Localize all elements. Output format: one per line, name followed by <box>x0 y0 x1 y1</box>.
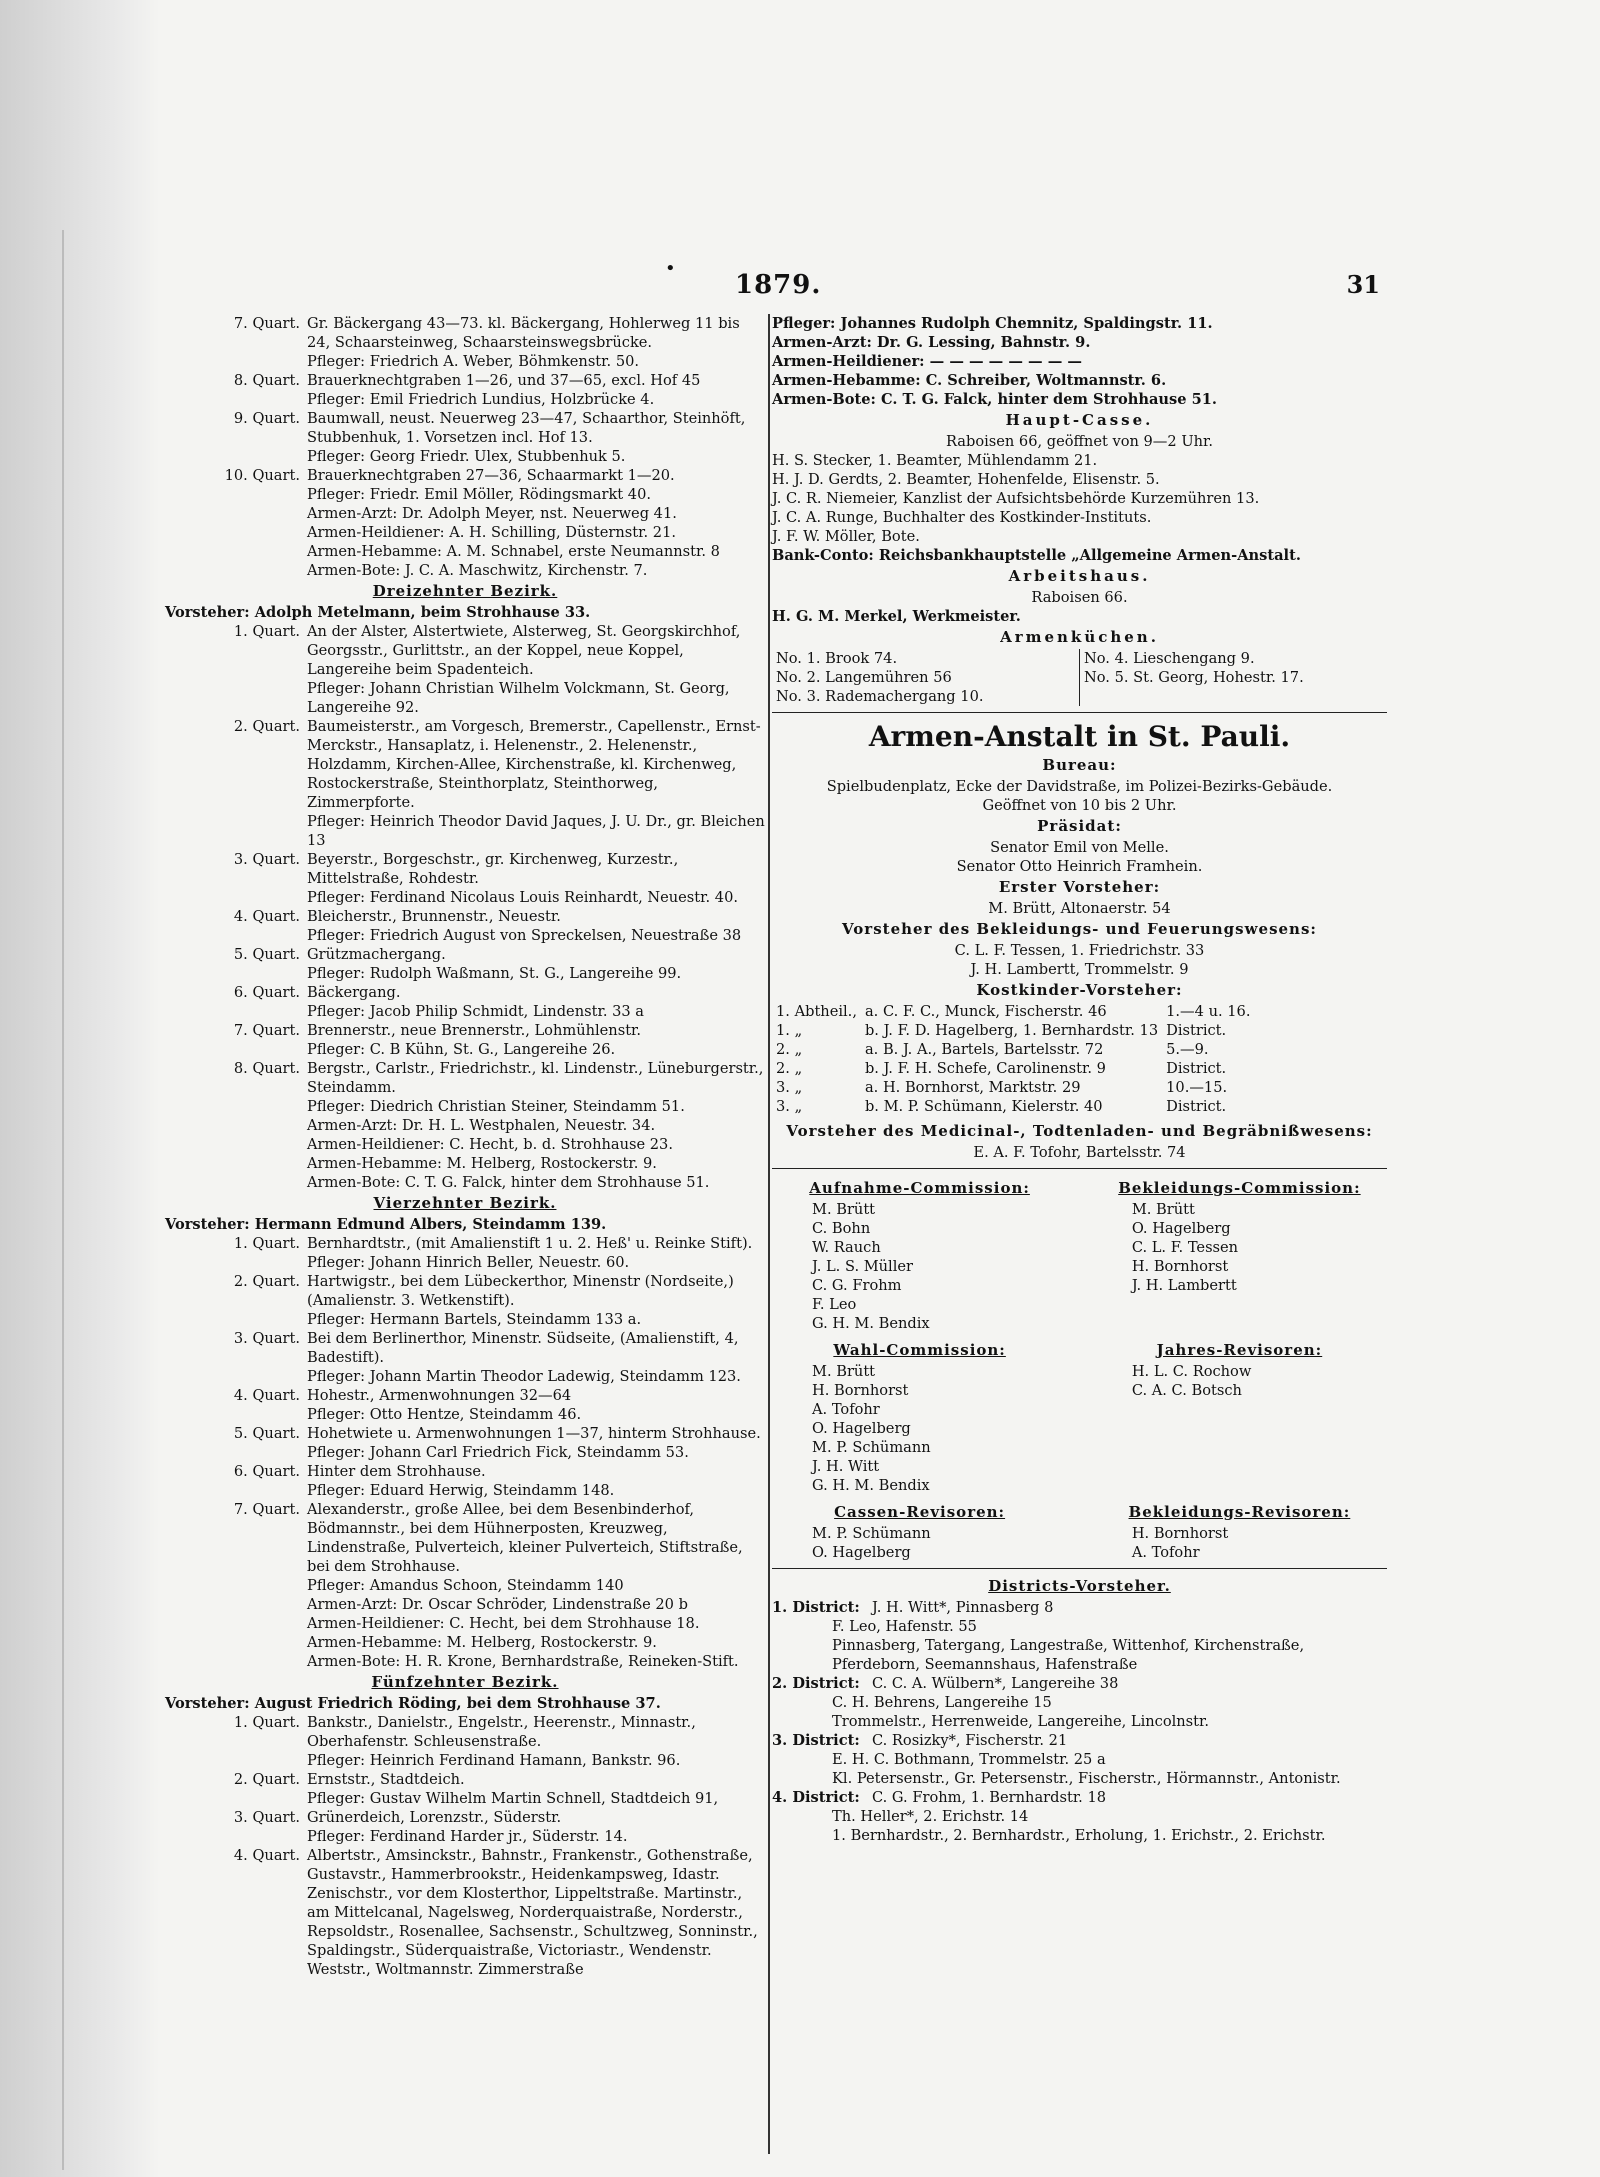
list-item: O. Hagelberg <box>1131 1220 1231 1237</box>
kostkinder-district: District. <box>1166 1098 1227 1115</box>
district-entry <box>772 1807 1387 1826</box>
district-text: Trommelstr., Herrenweide, Langereihe, Lincolnstr. <box>832 1713 1210 1730</box>
quarter-entry <box>165 1272 765 1310</box>
quarter-entry <box>165 314 765 352</box>
district-entry <box>772 1693 1387 1712</box>
bezirk-13-vorsteher: Vorsteher: Adolph Metelmann, beim Strohhause 33. <box>165 604 591 621</box>
bezirk-14-list <box>165 1234 765 1671</box>
district-entry <box>772 1731 1387 1750</box>
quarter-text: Ernststr., Stadtdeich. <box>307 1771 465 1788</box>
district-label: 1. District: <box>772 1599 860 1616</box>
quarter-text: Bäckergang. <box>307 984 401 1001</box>
table-row <box>772 1021 1254 1040</box>
district-entry <box>772 1769 1387 1788</box>
kostkinder-district: 5.—9. <box>1166 1041 1209 1058</box>
bezirk-13-list <box>165 622 765 1192</box>
district-text: 1. Bernhardstr., 2. Bernhardstr., Erholung, 1. Erichstr., 2. Erichstr. <box>832 1827 1326 1844</box>
stpauli-title: Armen-Anstalt in St. Pauli. <box>868 720 1291 753</box>
medicinal-title: Vorsteher des Medicinal-, Todtenladen- und Begräbnißwesens: <box>786 1122 1373 1140</box>
kostkinder-abt: 3. „ <box>776 1098 803 1115</box>
kitchen-cell: No. 4. Lieschengang 9. <box>1084 650 1255 667</box>
quarter-label: 1. Quart. <box>233 623 300 640</box>
district-text: E. H. C. Bothmann, Trommelstr. 25 a <box>832 1751 1106 1768</box>
header-dot: • <box>665 258 676 279</box>
quarter-entry <box>165 907 765 926</box>
district-label: 3. District: <box>772 1732 860 1749</box>
quarter-text: Pfleger: Eduard Herwig, Steindamm 148. <box>307 1482 615 1499</box>
district-entry <box>772 1712 1387 1731</box>
bezirk-12-list <box>165 314 765 580</box>
quarter-entry <box>165 717 765 812</box>
page-header <box>160 258 1380 300</box>
bezirk-14-title: Vierzehnter Bezirk. <box>373 1194 557 1212</box>
table-row <box>772 1040 1254 1059</box>
list-item: F. Leo <box>812 1296 857 1313</box>
district-entry <box>772 1826 1387 1845</box>
quarter-entry <box>165 812 765 850</box>
list-item: H. Bornhorst <box>1131 1525 1229 1542</box>
quarter-text: Albertstr., Amsinckstr., Bahnstr., Frankenstr., Gothenstraße, Gustavstr., Hammerbrookstr., Heidenkampsweg, Idastr. Zenischstr., vor dem Klosterthor, Lippeltstraße. Martinstr., am Mittelcanal, Nagelsweg, Norderquaistraße, Norderstr., Repsoldstr., Rosenallee, Sachsenstr., Schultzweg, Sonninstr., Spaldingstr., Süderquaistraße, Victoriastr., Wendenstr. Weststr., Woltmannstr. Zimmerstraße <box>307 1847 758 1978</box>
cassen-list <box>772 1524 1067 1562</box>
cassen-title: Cassen-Revisoren: <box>834 1503 1006 1521</box>
quarter-entry <box>165 1770 765 1789</box>
table-row <box>772 668 1387 687</box>
quarter-text: Pfleger: Friedrich August von Spreckelsen, Neuestraße 38 <box>307 927 742 944</box>
kostkinder-district: District. <box>1166 1060 1227 1077</box>
quarter-text: Armen-Heildiener: C. Hecht, b. d. Strohhause 23. <box>307 1136 673 1153</box>
hauptcasse-staff: H. S. Stecker, 1. Beamter, Mühlendamm 21. <box>772 452 1098 469</box>
kostkinder-district: 1.—4 u. 16. <box>1166 1003 1251 1020</box>
quarter-text: Armen-Arzt: Dr. Adolph Meyer, nst. Neuerweg 41. <box>307 505 677 522</box>
bekl-comm-list <box>1092 1200 1387 1295</box>
quarter-text: Hinter dem Strohhause. <box>307 1463 486 1480</box>
jahres-title: Jahres-Revisoren: <box>1156 1341 1323 1359</box>
quarter-text: Armen-Bote: H. R. Krone, Bernhardstraße, Reineken-Stift. <box>307 1653 739 1670</box>
quarter-entry <box>165 1154 765 1173</box>
district-entry <box>772 1788 1387 1807</box>
kitchen-cell: No. 1. Brook 74. <box>772 649 1080 668</box>
quarter-text: Pfleger: Johann Hinrich Beller, Neuestr. 60. <box>307 1254 630 1271</box>
kitchen-cell: No. 5. St. Georg, Hohestr. 17. <box>1084 669 1304 686</box>
jahres-list <box>1092 1362 1387 1400</box>
quarter-entry <box>165 1329 765 1367</box>
quarter-text: Baumeisterstr., am Vorgesch, Bremerstr., Capellenstr., Ernst-Merckstr., Hansaplatz, i. Helenenstr., 2. Helenenstr., Holzdamm, Kirchen-Allee, Kirchenstraße, kl. Kirchenweg, Rostockerstraße, Steinthorplatz, Steinthorweg, Zimmerpforte. <box>307 718 761 811</box>
quarter-entry <box>165 1652 765 1671</box>
table-row <box>772 1059 1254 1078</box>
praeses-title: Präsidat: <box>1037 817 1122 835</box>
kostkinder-abt: 2. „ <box>776 1060 803 1077</box>
column-separator <box>768 314 770 2154</box>
quarter-label: 5. Quart. <box>233 1425 300 1442</box>
quarter-text: Baumwall, neust. Neuerweg 23—47, Schaarthor, Steinhöft, Stubbenhuk, 1. Vorsetzen incl. Hof 13. <box>307 410 746 446</box>
quarter-text: Armen-Arzt: Dr. Oscar Schröder, Lindenstraße 20 b <box>307 1596 688 1613</box>
district-entry <box>772 1674 1387 1693</box>
quarter-entry <box>165 945 765 964</box>
quarter-label: 6. Quart. <box>233 984 300 1001</box>
table-row <box>772 649 1387 668</box>
district-text: Pinnasberg, Tatergang, Langestraße, Wittenhof, Kirchenstraße, Pferdeborn, Seemannshaus, Hafenstraße <box>832 1637 1305 1673</box>
quarter-text: Pfleger: Georg Friedr. Ulex, Stubbenhuk 5. <box>307 448 626 465</box>
quarter-entry <box>165 1040 765 1059</box>
quarter-text: Armen-Hebamme: M. Helberg, Rostockerstr. 9. <box>307 1634 657 1651</box>
list-item: O. Hagelberg <box>812 1544 911 1561</box>
quarter-label: 2. Quart. <box>233 1771 300 1788</box>
quarter-entry <box>165 1386 765 1405</box>
commissions-row-2 <box>772 1339 1387 1495</box>
wahl-list <box>772 1362 1067 1495</box>
district-text: J. H. Witt*, Pinnasberg 8 <box>872 1599 1054 1616</box>
district-text: Kl. Petersenstr., Gr. Petersenstr., Fischerstr., Hörmannstr., Antonistr. <box>832 1770 1341 1787</box>
quarter-text: Brauerknechtgraben 27—36, Schaarmarkt 1—20. <box>307 467 675 484</box>
quarter-label: 4. Quart. <box>233 1387 300 1404</box>
quarter-entry <box>165 1135 765 1154</box>
official-line: Pfleger: Johannes Rudolph Chemnitz, Spaldingstr. 11. <box>772 315 1213 332</box>
quarter-text: An der Alster, Alstertwiete, Alsterweg, St. Georgskirchhof, Georgsstr., Gurlittstr., an der Koppel, neue Koppel, Langereihe beim Spadenteich. <box>307 623 741 678</box>
list-item: W. Rauch <box>812 1239 881 1256</box>
commissions-row-3 <box>772 1501 1387 1562</box>
bezirk-14-vorsteher: Vorsteher: Hermann Edmund Albers, Steindamm 139. <box>165 1216 607 1233</box>
quarter-entry <box>165 1827 765 1846</box>
quarter-entry <box>165 888 765 907</box>
quarter-text: Pfleger: Johann Carl Friedrich Fick, Steindamm 53. <box>307 1444 689 1461</box>
quarter-entry <box>165 1614 765 1633</box>
quarter-text: Pfleger: Johann Martin Theodor Ladewig, Steindamm 123. <box>307 1368 741 1385</box>
bezirk-15-vorsteher: Vorsteher: August Friedrich Röding, bei dem Strohhause 37. <box>165 1695 661 1712</box>
quarter-text: Alexanderstr., große Allee, bei dem Besenbinderhof, Bödmannstr., bei dem Hühnerposten, Kreuzweg, Lindenstraße, Pulverteich, kleiner Pulverteich, Stiftstraße, bei dem Strohhause. <box>307 1501 743 1575</box>
quarter-text: Armen-Hebamme: M. Helberg, Rostockerstr. 9. <box>307 1155 657 1172</box>
quarter-label: 10. Quart. <box>224 467 300 484</box>
quarter-entry <box>165 1173 765 1192</box>
quarter-text: Pfleger: Ferdinand Harder jr., Süderstr. 14. <box>307 1828 628 1845</box>
quarter-entry <box>165 1713 765 1751</box>
kitchen-cell <box>1080 687 1388 706</box>
district-entry <box>772 1598 1387 1617</box>
list-item: C. Bohn <box>812 1220 871 1237</box>
quarter-entry <box>165 1595 765 1614</box>
bureau-addr: Spielbudenplatz, Ecke der Davidstraße, im Polizei-Bezirks-Gebäude. <box>826 778 1333 795</box>
list-item: H. L. C. Rochow <box>1131 1363 1252 1380</box>
quarter-entry <box>165 1059 765 1097</box>
quarter-text: Hohestr., Armenwohnungen 32—64 <box>307 1387 572 1404</box>
quarter-label: 5. Quart. <box>233 946 300 963</box>
quarter-text: Bankstr., Danielstr., Engelstr., Heerenstr., Minnastr., Oberhafenstr. Schleusenstraße. <box>307 1714 696 1750</box>
hauptcasse-staff: J. C. A. Runge, Buchhalter des Kostkinder-Instituts. <box>772 509 1152 526</box>
quarter-text: Grünerdeich, Lorenzstr., Süderstr. <box>307 1809 562 1826</box>
quarter-text: Pfleger: Gustav Wilhelm Martin Schnell, Stadtdeich 91, <box>307 1790 719 1807</box>
quarter-text: Bernhardtstr., (mit Amalienstift 1 u. 2. Heß' u. Reinke Stift). <box>307 1235 753 1252</box>
quarter-entry <box>165 523 765 542</box>
left-column <box>165 314 765 1979</box>
commissions-row-1 <box>772 1177 1387 1333</box>
official-line: Armen-Bote: C. T. G. Falck, hinter dem Strohhause 51. <box>772 391 1217 408</box>
quarter-text: Pfleger: Emil Friedrich Lundius, Holzbrücke 4. <box>307 391 655 408</box>
book-spine-shadow <box>0 0 160 2177</box>
quarter-text: Pfleger: Heinrich Theodor David Jaques, J. U. Dr., gr. Bleichen 13 <box>307 813 765 849</box>
kostkinder-abt: 3. „ <box>776 1079 803 1096</box>
quarter-entry <box>165 1633 765 1652</box>
hauptcasse-staff: H. J. D. Gerdts, 2. Beamter, Hohenfelde, Elisenstr. 5. <box>772 471 1160 488</box>
kostkinder-district: District. <box>1166 1022 1227 1039</box>
hauptcasse-addr: Raboisen 66, geöffnet von 9—2 Uhr. <box>945 433 1214 450</box>
quarter-entry <box>165 679 765 717</box>
table-row <box>772 1097 1254 1116</box>
quarter-text: Pfleger: Friedr. Emil Möller, Rödingsmarkt 40. <box>307 486 651 503</box>
quarter-text: Pfleger: C. B Kühn, St. G., Langereihe 26. <box>307 1041 616 1058</box>
quarter-text: Hohetwiete u. Armenwohnungen 1—37, hinterm Strohhause. <box>307 1425 761 1442</box>
district-text: C. H. Behrens, Langereihe 15 <box>832 1694 1052 1711</box>
wahl-title: Wahl-Commission: <box>833 1341 1006 1359</box>
quarter-label: 3. Quart. <box>233 1330 300 1347</box>
quarter-text: Pfleger: Johann Christian Wilhelm Volckmann, St. Georg, Langereihe 92. <box>307 680 730 716</box>
aufnahme-title: Aufnahme-Commission: <box>809 1179 1030 1197</box>
quarter-text: Brauerknechtgraben 1—26, und 37—65, excl. Hof 45 <box>307 372 701 389</box>
praeses-name: Senator Otto Heinrich Framhein. <box>956 858 1203 875</box>
district-label: 4. District: <box>772 1789 860 1806</box>
erster-title: Erster Vorsteher: <box>998 878 1161 896</box>
kitchen-cell: No. 2. Langemühren 56 <box>772 668 1080 687</box>
list-item: H. Bornhorst <box>812 1382 909 1399</box>
bekl-comm-title: Bekleidungs-Commission: <box>1118 1179 1361 1197</box>
table-row <box>772 1078 1254 1097</box>
quarter-text: Pfleger: Rudolph Waßmann, St. G., Langereihe 99. <box>307 965 682 982</box>
page-edge-line <box>62 230 64 2170</box>
section-rule <box>772 1168 1387 1169</box>
official-line: Armen-Arzt: Dr. G. Lessing, Bahnstr. 9. <box>772 334 1091 351</box>
kostkinder-table <box>772 1002 1254 1116</box>
kostkinder-name: a. C. F. C., Munck, Fischerstr. 46 <box>864 1003 1107 1020</box>
quarter-label: 1. Quart. <box>233 1714 300 1731</box>
armenkuechen-title: Armenküchen. <box>1000 628 1159 646</box>
quarter-entry <box>165 850 765 888</box>
list-item: M. Brütt <box>812 1363 876 1380</box>
quarter-entry <box>165 1462 765 1481</box>
quarter-entry <box>165 466 765 485</box>
quarter-text: Beyerstr., Borgeschstr., gr. Kirchenweg, Kurzestr., Mittelstraße, Rohdestr. <box>307 851 679 887</box>
bekleidung-name: J. H. Lambertt, Trommelstr. 9 <box>970 961 1189 978</box>
quarter-entry <box>165 1405 765 1424</box>
kitchen-cell: No. 3. Rademachergang 10. <box>772 687 1080 706</box>
list-item: M. Brütt <box>1131 1201 1195 1218</box>
kostkinder-name: a. H. Bornhorst, Marktstr. 29 <box>864 1079 1081 1096</box>
list-item: H. Bornhorst <box>1131 1258 1229 1275</box>
list-item: C. A. C. Botsch <box>1131 1382 1242 1399</box>
list-item: M. P. Schümann <box>812 1525 931 1542</box>
medicinal-name: E. A. F. Tofohr, Bartelsstr. 74 <box>973 1144 1186 1161</box>
quarter-label: 7. Quart. <box>233 1022 300 1039</box>
quarter-entry <box>165 504 765 523</box>
quarter-text: Pfleger: Otto Hentze, Steindamm 46. <box>307 1406 582 1423</box>
list-item: J. L. S. Müller <box>812 1258 914 1275</box>
quarter-entry <box>165 622 765 679</box>
quarter-entry <box>165 1310 765 1329</box>
quarter-text: Gr. Bäckergang 43—73. kl. Bäckergang, Hohlerweg 11 bis 24, Schaarsteinweg, Schaarsteinswegsbrücke. <box>307 315 740 351</box>
page-number: 31 <box>1346 270 1380 299</box>
quarter-label: 1. Quart. <box>233 1235 300 1252</box>
quarter-entry <box>165 485 765 504</box>
district-text: Th. Heller*, 2. Erichstr. 14 <box>832 1808 1029 1825</box>
quarter-entry <box>165 1116 765 1135</box>
quarter-text: Bleicherstr., Brunnenstr., Neuestr. <box>307 908 561 925</box>
kostkinder-name: b. J. F. D. Hagelberg, 1. Bernhardstr. 13 <box>864 1022 1159 1039</box>
hauptcasse-title: Haupt-Casse. <box>1005 411 1154 429</box>
quarter-text: Armen-Arzt: Dr. H. L. Westphalen, Neuestr. 34. <box>307 1117 656 1134</box>
list-item: J. H. Witt <box>812 1458 880 1475</box>
praeses-name: Senator Emil von Melle. <box>990 839 1169 856</box>
arbeitshaus-staff: H. G. M. Merkel, Werkmeister. <box>772 608 1021 625</box>
quarter-text: Pfleger: Hermann Bartels, Steindamm 133 a. <box>307 1311 642 1328</box>
kostkinder-abt: 1. „ <box>776 1022 803 1039</box>
quarter-entry <box>165 964 765 983</box>
list-item: C. G. Frohm <box>812 1277 902 1294</box>
district-entry <box>772 1750 1387 1769</box>
quarter-label: 9. Quart. <box>233 410 300 427</box>
quarter-label: 2. Quart. <box>233 718 300 735</box>
kostkinder-district: 10.—15. <box>1166 1079 1228 1096</box>
quarter-entry <box>165 409 765 447</box>
list-item: M. Brütt <box>812 1201 876 1218</box>
armenkuechen-table <box>772 649 1387 706</box>
kostkinder-abt: 2. „ <box>776 1041 803 1058</box>
kostkinder-name: b. M. P. Schümann, Kielerstr. 40 <box>864 1098 1103 1115</box>
bureau-title: Bureau: <box>1042 756 1117 774</box>
kostkinder-abt: 1. Abtheil., <box>776 1003 857 1020</box>
quarter-entry <box>165 1808 765 1827</box>
quarter-entry <box>165 561 765 580</box>
quarter-text: Armen-Bote: C. T. G. Falck, hinter dem Strohhause 51. <box>307 1174 710 1191</box>
aufnahme-list <box>772 1200 1067 1333</box>
quarter-label: 7. Quart. <box>233 315 300 332</box>
quarter-label: 8. Quart. <box>233 1060 300 1077</box>
official-line: Armen-Heildiener: — — — — — — — — <box>772 353 1082 370</box>
quarter-entry <box>165 1443 765 1462</box>
page-year: 1879. <box>735 270 822 300</box>
districts-title: Districts-Vorsteher. <box>988 1577 1171 1595</box>
quarter-entry <box>165 1253 765 1272</box>
quarter-entry <box>165 1751 765 1770</box>
quarter-entry <box>165 1424 765 1443</box>
quarter-entry <box>165 1367 765 1386</box>
table-row <box>772 1002 1254 1021</box>
right-column <box>772 314 1387 1845</box>
bekleidung-name: C. L. F. Tessen, 1. Friedrichstr. 33 <box>954 942 1205 959</box>
section-rule <box>772 712 1387 713</box>
quarter-label: 3. Quart. <box>233 1809 300 1826</box>
bank-conto: Bank-Conto: Reichsbankhauptstelle „Allgemeine Armen-Anstalt. <box>772 547 1301 564</box>
list-item: M. P. Schümann <box>812 1439 931 1456</box>
quarter-label: 4. Quart. <box>233 908 300 925</box>
quarter-entry <box>165 1002 765 1021</box>
quarter-entry <box>165 926 765 945</box>
district-text: C. C. A. Wülbern*, Langereihe 38 <box>872 1675 1119 1692</box>
quarter-text: Pfleger: Amandus Schoon, Steindamm 140 <box>307 1577 624 1594</box>
list-item: G. H. M. Bendix <box>812 1315 930 1332</box>
quarter-entry <box>165 1576 765 1595</box>
quarter-entry <box>165 371 765 390</box>
quarter-text: Pfleger: Ferdinand Nicolaus Louis Reinhardt, Neuestr. 40. <box>307 889 738 906</box>
quarter-entry <box>165 1021 765 1040</box>
erster-name: M. Brütt, Altonaerstr. 54 <box>988 900 1171 917</box>
quarter-entry <box>165 983 765 1002</box>
quarter-entry <box>165 1481 765 1500</box>
quarter-label: 4. Quart. <box>233 1847 300 1864</box>
quarter-label: 8. Quart. <box>233 372 300 389</box>
quarter-label: 7. Quart. <box>233 1501 300 1518</box>
quarter-text: Armen-Hebamme: A. M. Schnabel, erste Neumannstr. 8 <box>307 543 720 560</box>
bezirk-13-title: Dreizehnter Bezirk. <box>372 582 558 600</box>
bekl-rev-title: Bekleidungs-Revisoren: <box>1128 1503 1351 1521</box>
bezirk-15-list <box>165 1713 765 1979</box>
table-row <box>772 687 1387 706</box>
bezirk-15-title: Fünfzehnter Bezirk. <box>371 1673 559 1691</box>
quarter-entry <box>165 352 765 371</box>
district-text: C. Rosizky*, Fischerstr. 21 <box>872 1732 1068 1749</box>
quarter-text: Armen-Bote: J. C. A. Maschwitz, Kirchenstr. 7. <box>307 562 648 579</box>
quarter-label: 6. Quart. <box>233 1463 300 1480</box>
official-line: Armen-Hebamme: C. Schreiber, Woltmannstr. 6. <box>772 372 1167 389</box>
arbeitshaus-title: Arbeitshaus. <box>1008 567 1151 585</box>
hauptcasse-staff: J. C. R. Niemeier, Kanzlist der Aufsichtsbehörde Kurzemühren 13. <box>772 490 1260 507</box>
list-item: C. L. F. Tessen <box>1131 1239 1239 1256</box>
district-label: 2. District: <box>772 1675 860 1692</box>
district-entry <box>772 1617 1387 1636</box>
bureau-hours: Geöffnet von 10 bis 2 Uhr. <box>982 797 1177 814</box>
quarter-entry <box>165 447 765 466</box>
district-entry <box>772 1636 1387 1674</box>
list-item: J. H. Lambertt <box>1131 1277 1237 1294</box>
quarter-entry <box>165 390 765 409</box>
list-item: G. H. M. Bendix <box>812 1477 930 1494</box>
list-item: O. Hagelberg <box>812 1420 911 1437</box>
quarter-text: Pfleger: Friedrich A. Weber, Böhmkenstr. 50. <box>307 353 640 370</box>
list-item: A. Tofohr <box>812 1401 880 1418</box>
arbeitshaus-addr: Raboisen 66. <box>1031 589 1128 606</box>
quarter-text: Bergstr., Carlstr., Friedrichstr., kl. Lindenstr., Lüneburgerstr., Steindamm. <box>307 1060 764 1096</box>
quarter-text: Grützmachergang. <box>307 946 446 963</box>
bekleidung-title: Vorsteher des Bekleidungs- und Feuerungswesens: <box>842 920 1317 938</box>
bekl-rev-list <box>1092 1524 1387 1562</box>
quarter-label: 3. Quart. <box>233 851 300 868</box>
quarter-text: Armen-Heildiener: A. H. Schilling, Düsternstr. 21. <box>307 524 676 541</box>
quarter-entry <box>165 1500 765 1576</box>
quarter-entry <box>165 1234 765 1253</box>
section-rule <box>772 1568 1387 1569</box>
district-text: C. G. Frohm, 1. Bernhardstr. 18 <box>872 1789 1107 1806</box>
quarter-text: Armen-Heildiener: C. Hecht, bei dem Strohhause 18. <box>307 1615 700 1632</box>
quarter-text: Pfleger: Diedrich Christian Steiner, Steindamm 51. <box>307 1098 685 1115</box>
quarter-text: Pfleger: Heinrich Ferdinand Hamann, Bankstr. 96. <box>307 1752 681 1769</box>
districts-list <box>772 1598 1387 1845</box>
district-text: F. Leo, Hafenstr. 55 <box>832 1618 977 1635</box>
quarter-text: Brennerstr., neue Brennerstr., Lohmühlenstr. <box>307 1022 642 1039</box>
quarter-text: Hartwigstr., bei dem Lübeckerthor, Minenstr (Nordseite,) (Amalienstr. 3. Wetkenstift). <box>307 1273 734 1309</box>
quarter-entry <box>165 542 765 561</box>
kostkinder-name: a. B. J. A., Bartels, Bartelsstr. 72 <box>864 1041 1104 1058</box>
list-item: A. Tofohr <box>1131 1544 1200 1561</box>
kostkinder-title: Kostkinder-Vorsteher: <box>976 981 1183 999</box>
quarter-text: Pfleger: Jacob Philip Schmidt, Lindenstr. 33 a <box>307 1003 645 1020</box>
kostkinder-name: b. J. F. H. Schefe, Carolinenstr. 9 <box>864 1060 1106 1077</box>
quarter-entry <box>165 1789 765 1808</box>
book-page <box>160 258 1400 2170</box>
hauptcasse-staff: J. F. W. Möller, Bote. <box>772 528 920 545</box>
quarter-entry <box>165 1846 765 1979</box>
quarter-label: 2. Quart. <box>233 1273 300 1290</box>
quarter-text: Bei dem Berlinerthor, Minenstr. Südseite, (Amalienstift, 4, Badestift). <box>307 1330 739 1366</box>
quarter-entry <box>165 1097 765 1116</box>
